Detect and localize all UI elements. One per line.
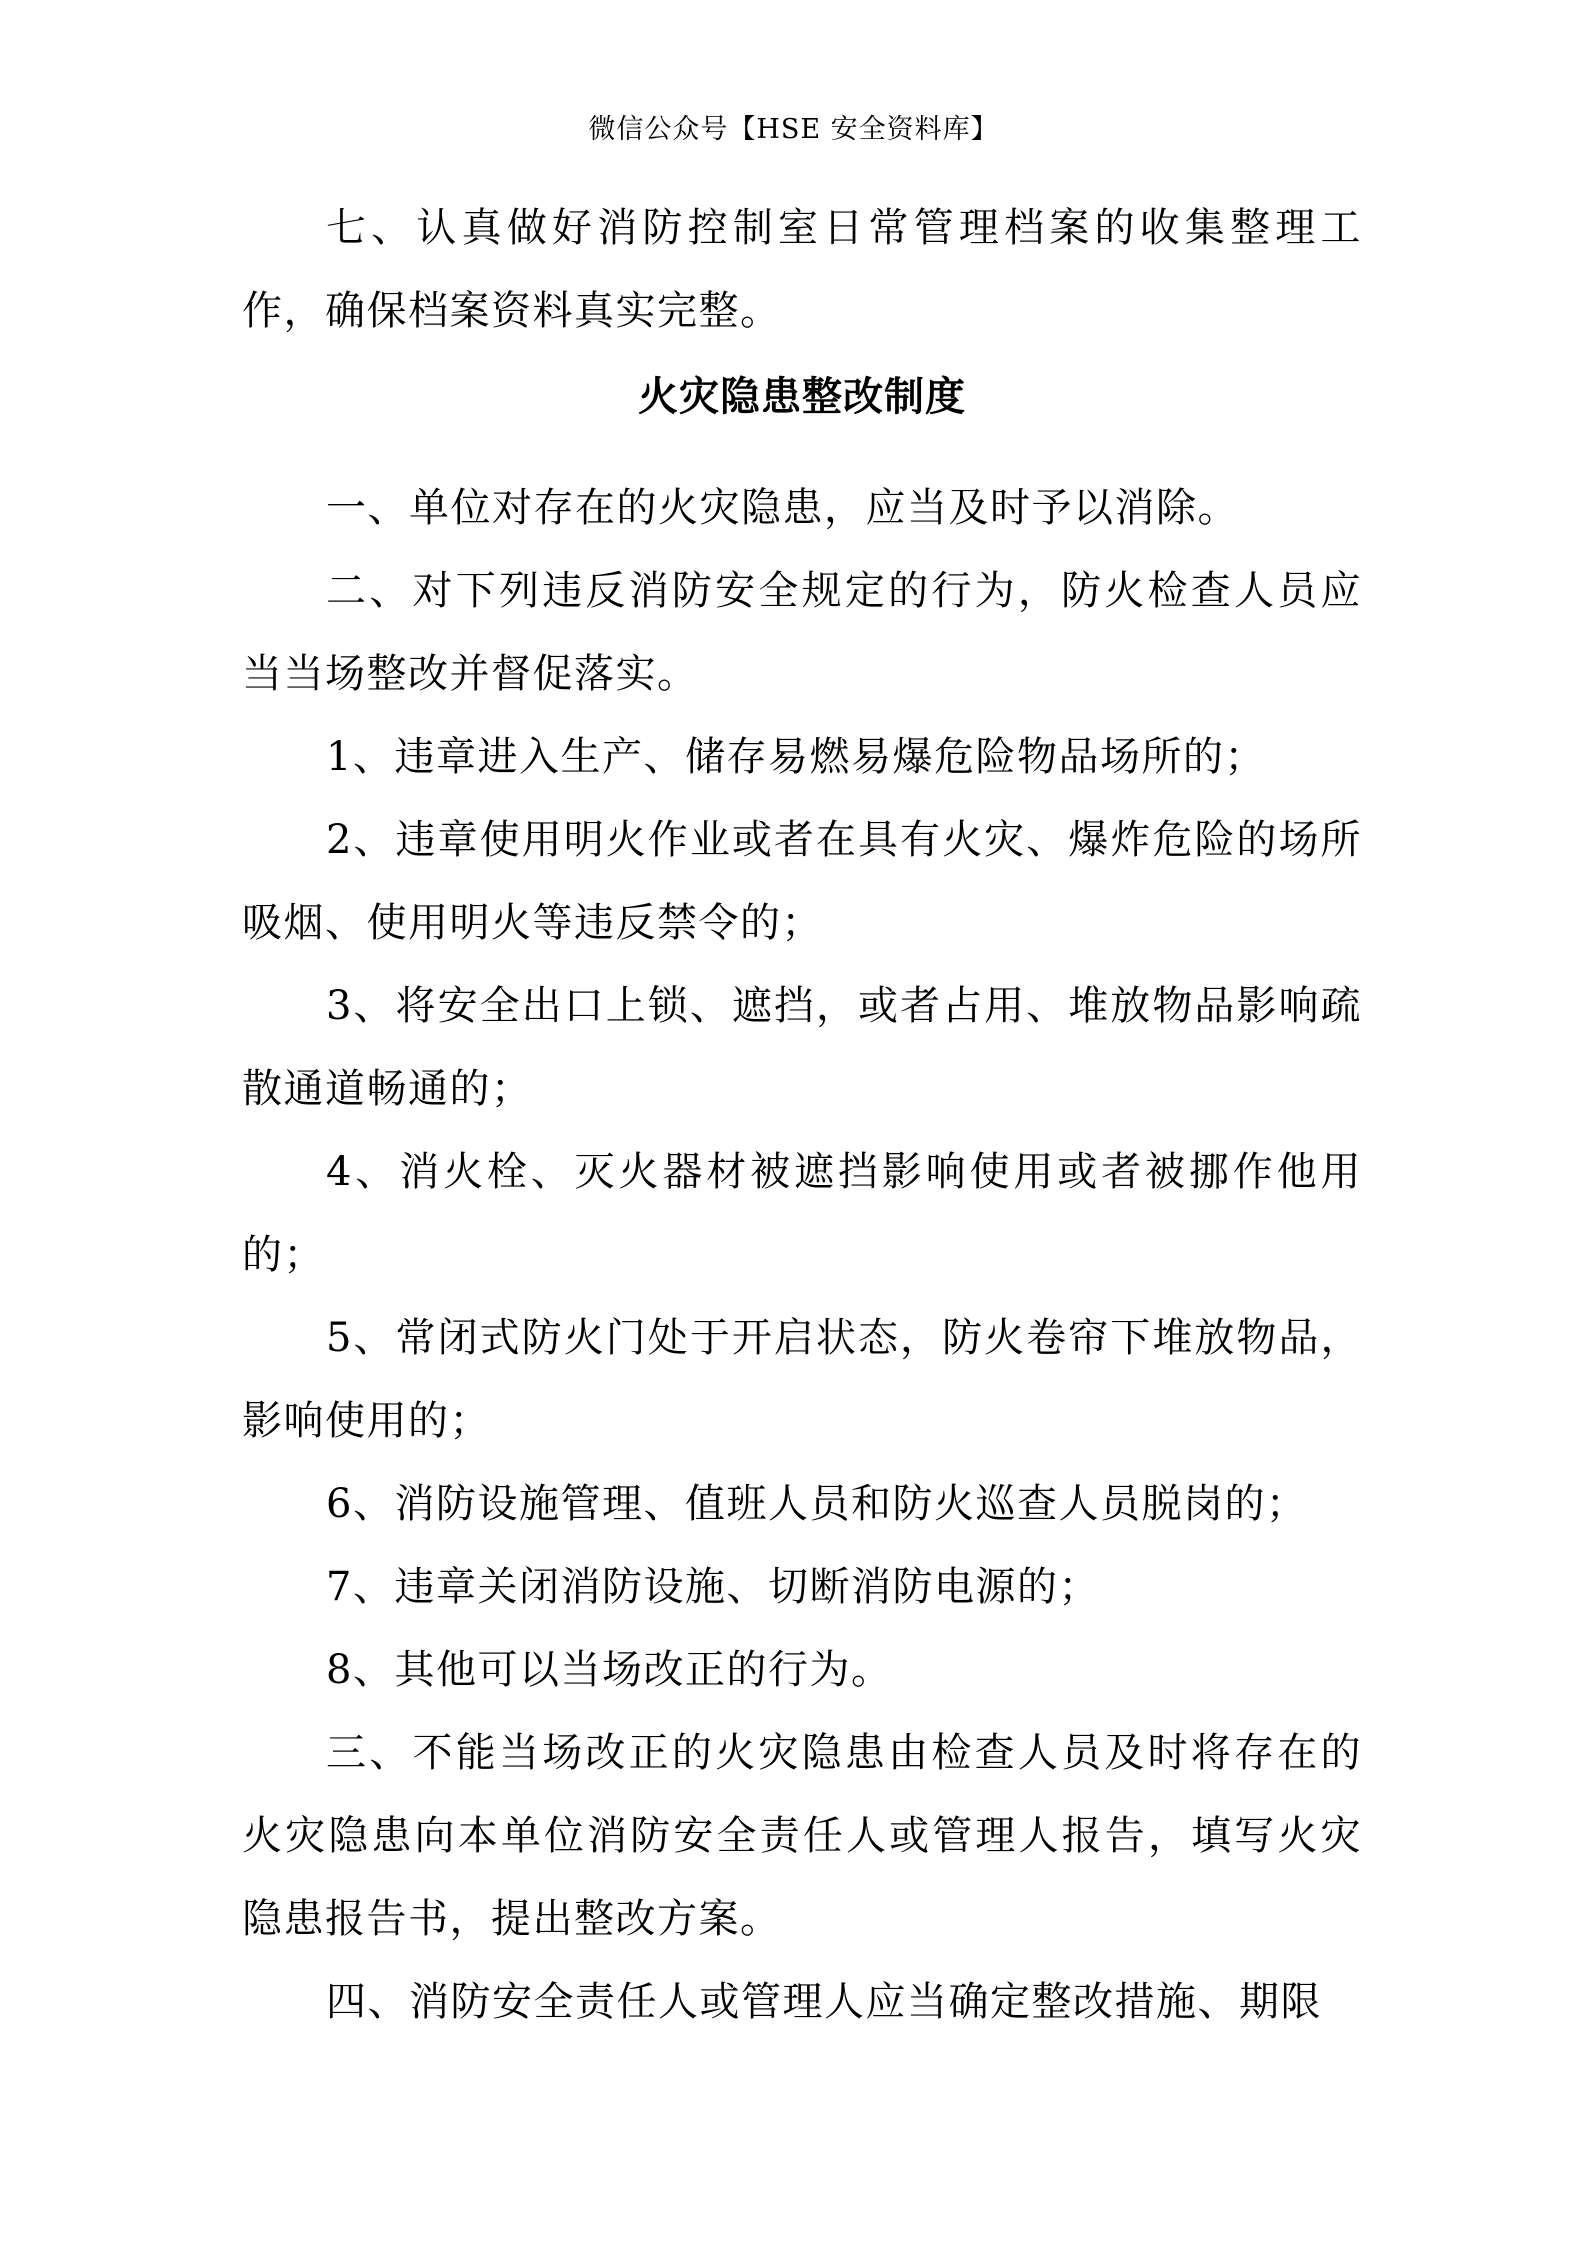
paragraph-3: 三、不能当场改正的火灾隐患由检查人员及时将存在的火灾隐患向本单位消防安全责任人或管理人报告，填写火灾隐患报告书，提出整改方案。 [242, 1730, 1362, 1942]
list-item-1: 1、违章进入生产、储存易燃易爆危险物品场所的； [326, 734, 1266, 780]
list-item-7: 7、违章关闭消防设施、切断消防电源的； [326, 1564, 1100, 1610]
section-title: 火灾隐患整改制度 [638, 374, 966, 420]
list-item-5: 5、常闭式防火门处于开启状态，防火卷帘下堆放物品，影响使用的； [242, 1315, 1362, 1444]
paragraph-2: 二、对下列违反消防安全规定的行为，防火检查人员应当当场整改并督促落实。 [242, 568, 1362, 697]
list-item-2: 2、违章使用明火作业或者在具有火灾、爆炸危险的场所吸烟、使用明火等违反禁令的； [242, 817, 1362, 946]
page-header: 微信公众号【HSE 安全资料库】 [588, 114, 999, 145]
intro-paragraph: 七、认真做好消防控制室日常管理档案的收集整理工作，确保档案资料真实完整。 [242, 205, 1362, 334]
paragraph-4: 四、消防安全责任人或管理人应当确定整改措施、期限 [326, 1979, 1322, 2025]
paragraph-1: 一、单位对存在的火灾隐患，应当及时予以消除。 [326, 485, 1239, 531]
document-body [242, 187, 1362, 2044]
list-item-6: 6、消防设施管理、值班人员和防火巡查人员脱岗的； [326, 1481, 1308, 1527]
list-item-8: 8、其他可以当场改正的行为。 [326, 1647, 893, 1693]
list-item-3: 3、将安全出口上锁、遮挡，或者占用、堆放物品影响疏散通道畅通的； [242, 983, 1362, 1112]
list-item-4: 4、消火栓、灭火器材被遮挡影响使用或者被挪作他用的； [242, 1149, 1362, 1278]
